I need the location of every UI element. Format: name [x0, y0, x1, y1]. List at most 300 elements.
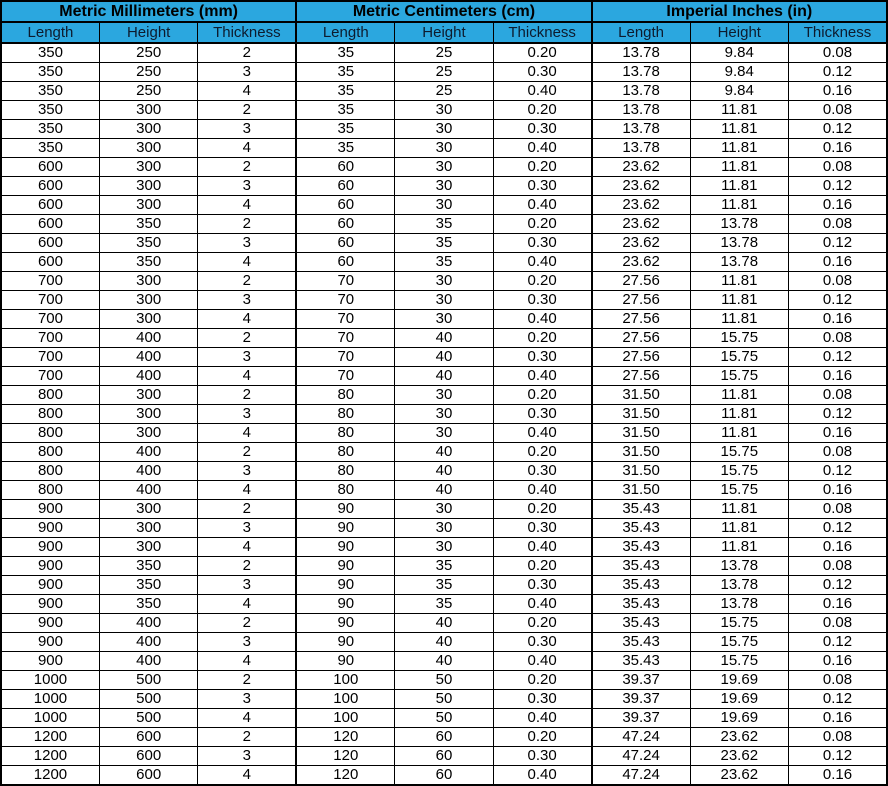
cell: 0.20 [493, 43, 591, 63]
cell: 9.84 [690, 63, 788, 82]
cell: 11.81 [690, 139, 788, 158]
cell: 11.81 [690, 538, 788, 557]
cell: 300 [99, 272, 197, 291]
cell: 80 [296, 386, 394, 405]
cell: 0.12 [789, 120, 888, 139]
cell: 0.20 [493, 614, 591, 633]
cell: 11.81 [690, 101, 788, 120]
cell: 3 [198, 690, 296, 709]
cell: 0.08 [789, 329, 888, 348]
table-row [1, 272, 887, 291]
column-header-in-thickness: Thickness [789, 22, 888, 43]
cell: 0.08 [789, 500, 888, 519]
cell: 0.12 [789, 690, 888, 709]
cell: 11.81 [690, 120, 788, 139]
cell: 3 [198, 633, 296, 652]
cell: 3 [198, 63, 296, 82]
cell: 300 [99, 405, 197, 424]
column-header-mm-height: Height [99, 22, 197, 43]
cell: 100 [296, 690, 394, 709]
cell: 1200 [1, 728, 99, 747]
cell: 2 [198, 443, 296, 462]
table-row [1, 139, 887, 158]
cell: 900 [1, 576, 99, 595]
cell: 250 [99, 82, 197, 101]
cell: 15.75 [690, 329, 788, 348]
cell: 13.78 [592, 82, 690, 101]
cell: 9.84 [690, 43, 788, 63]
cell: 40 [395, 329, 493, 348]
cell: 300 [99, 291, 197, 310]
cell: 300 [99, 196, 197, 215]
cell: 30 [395, 158, 493, 177]
cell: 90 [296, 557, 394, 576]
cell: 700 [1, 272, 99, 291]
cell: 13.78 [592, 63, 690, 82]
table-row [1, 614, 887, 633]
cell: 35 [296, 139, 394, 158]
cell: 0.40 [493, 253, 591, 272]
cell: 300 [99, 139, 197, 158]
cell: 50 [395, 690, 493, 709]
cell: 0.30 [493, 690, 591, 709]
cell: 600 [1, 158, 99, 177]
table-row [1, 519, 887, 538]
cell: 30 [395, 120, 493, 139]
cell: 0.30 [493, 348, 591, 367]
cell: 600 [1, 234, 99, 253]
cell: 0.40 [493, 424, 591, 443]
cell: 13.78 [690, 595, 788, 614]
cell: 4 [198, 424, 296, 443]
cell: 80 [296, 462, 394, 481]
cell: 23.62 [592, 177, 690, 196]
cell: 0.08 [789, 614, 888, 633]
cell: 4 [198, 367, 296, 386]
table-row [1, 405, 887, 424]
cell: 300 [99, 101, 197, 120]
cell: 600 [1, 215, 99, 234]
cell: 13.78 [592, 43, 690, 63]
table-row [1, 329, 887, 348]
cell: 1200 [1, 747, 99, 766]
cell: 47.24 [592, 728, 690, 747]
cell: 700 [1, 348, 99, 367]
cell: 4 [198, 595, 296, 614]
cell: 250 [99, 63, 197, 82]
cell: 0.20 [493, 443, 591, 462]
cell: 900 [1, 538, 99, 557]
cell: 350 [99, 557, 197, 576]
cell: 2 [198, 500, 296, 519]
cell: 60 [395, 728, 493, 747]
cell: 31.50 [592, 443, 690, 462]
cell: 35 [296, 63, 394, 82]
cell: 90 [296, 633, 394, 652]
cell: 1000 [1, 709, 99, 728]
cell: 23.62 [592, 158, 690, 177]
table-row [1, 538, 887, 557]
cell: 600 [1, 253, 99, 272]
cell: 350 [99, 576, 197, 595]
cell: 400 [99, 348, 197, 367]
cell: 0.40 [493, 538, 591, 557]
cell: 800 [1, 405, 99, 424]
cell: 25 [395, 82, 493, 101]
cell: 4 [198, 481, 296, 500]
cell: 11.81 [690, 272, 788, 291]
cell: 30 [395, 386, 493, 405]
cell: 700 [1, 291, 99, 310]
cell: 600 [1, 196, 99, 215]
table-row [1, 43, 887, 63]
cell: 0.30 [493, 519, 591, 538]
cell: 0.12 [789, 291, 888, 310]
table-row [1, 196, 887, 215]
cell: 35.43 [592, 519, 690, 538]
table-row [1, 101, 887, 120]
cell: 0.08 [789, 671, 888, 690]
cell: 23.62 [690, 766, 788, 786]
column-header-cm-height: Height [395, 22, 493, 43]
group-header-metric-cm: Metric Centimeters (cm) [296, 1, 591, 22]
cell: 40 [395, 652, 493, 671]
cell: 39.37 [592, 709, 690, 728]
cell: 0.08 [789, 43, 888, 63]
cell: 31.50 [592, 424, 690, 443]
cell: 3 [198, 120, 296, 139]
table-body [1, 43, 887, 785]
cell: 47.24 [592, 747, 690, 766]
cell: 0.12 [789, 519, 888, 538]
cell: 350 [99, 234, 197, 253]
cell: 900 [1, 557, 99, 576]
table-row [1, 424, 887, 443]
cell: 15.75 [690, 633, 788, 652]
cell: 4 [198, 310, 296, 329]
cell: 0.12 [789, 234, 888, 253]
table-row [1, 177, 887, 196]
cell: 400 [99, 633, 197, 652]
cell: 0.40 [493, 82, 591, 101]
table-row [1, 215, 887, 234]
cell: 350 [1, 82, 99, 101]
cell: 2 [198, 329, 296, 348]
cell: 9.84 [690, 82, 788, 101]
cell: 250 [99, 43, 197, 63]
cell: 3 [198, 177, 296, 196]
cell: 4 [198, 652, 296, 671]
cell: 80 [296, 443, 394, 462]
cell: 900 [1, 595, 99, 614]
cell: 0.12 [789, 576, 888, 595]
cell: 90 [296, 595, 394, 614]
cell: 27.56 [592, 272, 690, 291]
cell: 30 [395, 405, 493, 424]
table-row [1, 652, 887, 671]
cell: 35.43 [592, 595, 690, 614]
cell: 31.50 [592, 386, 690, 405]
cell: 0.20 [493, 215, 591, 234]
cell: 30 [395, 538, 493, 557]
cell: 60 [395, 747, 493, 766]
cell: 2 [198, 557, 296, 576]
cell: 40 [395, 614, 493, 633]
cell: 23.62 [592, 215, 690, 234]
cell: 13.78 [592, 120, 690, 139]
column-header-in-length: Length [592, 22, 690, 43]
cell: 700 [1, 367, 99, 386]
cell: 0.20 [493, 671, 591, 690]
cell: 15.75 [690, 614, 788, 633]
cell: 80 [296, 405, 394, 424]
cell: 11.81 [690, 386, 788, 405]
cell: 350 [1, 101, 99, 120]
column-header-in-height: Height [690, 22, 788, 43]
cell: 900 [1, 500, 99, 519]
cell: 800 [1, 424, 99, 443]
cell: 90 [296, 614, 394, 633]
cell: 13.78 [690, 557, 788, 576]
cell: 350 [1, 63, 99, 82]
table-row [1, 690, 887, 709]
cell: 31.50 [592, 405, 690, 424]
cell: 700 [1, 329, 99, 348]
cell: 2 [198, 272, 296, 291]
cell: 30 [395, 519, 493, 538]
cell: 35.43 [592, 614, 690, 633]
cell: 0.16 [789, 196, 888, 215]
cell: 35.43 [592, 538, 690, 557]
cell: 0.16 [789, 367, 888, 386]
table-row [1, 709, 887, 728]
cell: 0.40 [493, 709, 591, 728]
column-header-cm-thickness: Thickness [493, 22, 591, 43]
cell: 13.78 [690, 253, 788, 272]
cell: 300 [99, 500, 197, 519]
group-header-imperial-in: Imperial Inches (in) [592, 1, 887, 22]
cell: 23.62 [592, 234, 690, 253]
cell: 90 [296, 538, 394, 557]
cell: 2 [198, 101, 296, 120]
cell: 350 [1, 120, 99, 139]
cell: 11.81 [690, 177, 788, 196]
cell: 300 [99, 424, 197, 443]
cell: 3 [198, 234, 296, 253]
table-row [1, 234, 887, 253]
cell: 350 [1, 43, 99, 63]
cell: 35 [296, 82, 394, 101]
cell: 1000 [1, 690, 99, 709]
cell: 0.20 [493, 728, 591, 747]
column-header-mm-thickness: Thickness [198, 22, 296, 43]
cell: 100 [296, 709, 394, 728]
cell: 800 [1, 462, 99, 481]
cell: 0.40 [493, 196, 591, 215]
cell: 0.40 [493, 139, 591, 158]
cell: 350 [99, 595, 197, 614]
cell: 2 [198, 614, 296, 633]
cell: 80 [296, 481, 394, 500]
cell: 0.16 [789, 253, 888, 272]
cell: 0.16 [789, 310, 888, 329]
cell: 27.56 [592, 291, 690, 310]
cell: 1200 [1, 766, 99, 786]
cell: 0.12 [789, 633, 888, 652]
cell: 0.08 [789, 272, 888, 291]
cell: 11.81 [690, 424, 788, 443]
cell: 4 [198, 82, 296, 101]
cell: 0.08 [789, 215, 888, 234]
cell: 23.62 [690, 747, 788, 766]
cell: 0.40 [493, 367, 591, 386]
cell: 900 [1, 652, 99, 671]
cell: 0.16 [789, 424, 888, 443]
cell: 120 [296, 747, 394, 766]
cell: 2 [198, 728, 296, 747]
cell: 35 [395, 253, 493, 272]
cell: 11.81 [690, 405, 788, 424]
cell: 500 [99, 709, 197, 728]
cell: 0.12 [789, 405, 888, 424]
cell: 3 [198, 291, 296, 310]
cell: 13.78 [690, 576, 788, 595]
cell: 900 [1, 633, 99, 652]
cell: 35 [296, 120, 394, 139]
cell: 11.81 [690, 519, 788, 538]
cell: 11.81 [690, 158, 788, 177]
cell: 60 [296, 177, 394, 196]
cell: 70 [296, 272, 394, 291]
cell: 4 [198, 538, 296, 557]
cell: 350 [1, 139, 99, 158]
cell: 25 [395, 43, 493, 63]
cell: 30 [395, 139, 493, 158]
cell: 60 [296, 158, 394, 177]
cell: 0.08 [789, 728, 888, 747]
table-row [1, 633, 887, 652]
column-header-row [1, 22, 887, 43]
cell: 0.12 [789, 348, 888, 367]
cell: 0.30 [493, 291, 591, 310]
cell: 40 [395, 481, 493, 500]
cell: 4 [198, 709, 296, 728]
cell: 70 [296, 291, 394, 310]
cell: 13.78 [690, 215, 788, 234]
table-row [1, 747, 887, 766]
cell: 400 [99, 367, 197, 386]
cell: 350 [99, 215, 197, 234]
cell: 2 [198, 671, 296, 690]
cell: 400 [99, 652, 197, 671]
cell: 120 [296, 766, 394, 786]
cell: 400 [99, 462, 197, 481]
cell: 0.20 [493, 386, 591, 405]
cell: 0.20 [493, 557, 591, 576]
cell: 0.30 [493, 576, 591, 595]
table-row [1, 500, 887, 519]
cell: 2 [198, 215, 296, 234]
cell: 0.12 [789, 747, 888, 766]
cell: 70 [296, 310, 394, 329]
cell: 2 [198, 158, 296, 177]
cell: 27.56 [592, 310, 690, 329]
cell: 400 [99, 329, 197, 348]
table-row [1, 462, 887, 481]
cell: 600 [99, 747, 197, 766]
cell: 90 [296, 500, 394, 519]
cell: 60 [395, 766, 493, 786]
cell: 39.37 [592, 690, 690, 709]
cell: 27.56 [592, 367, 690, 386]
cell: 13.78 [690, 234, 788, 253]
table-row [1, 595, 887, 614]
cell: 15.75 [690, 367, 788, 386]
cell: 11.81 [690, 500, 788, 519]
table-row [1, 728, 887, 747]
cell: 4 [198, 196, 296, 215]
cell: 0.12 [789, 462, 888, 481]
cell: 23.62 [690, 728, 788, 747]
cell: 300 [99, 177, 197, 196]
cell: 35.43 [592, 633, 690, 652]
cell: 0.30 [493, 747, 591, 766]
cell: 300 [99, 158, 197, 177]
cell: 35 [296, 43, 394, 63]
cell: 31.50 [592, 462, 690, 481]
cell: 0.20 [493, 272, 591, 291]
cell: 0.20 [493, 158, 591, 177]
cell: 500 [99, 671, 197, 690]
table-row [1, 367, 887, 386]
cell: 50 [395, 671, 493, 690]
cell: 11.81 [690, 291, 788, 310]
cell: 400 [99, 443, 197, 462]
cell: 23.62 [592, 196, 690, 215]
column-header-mm-length: Length [1, 22, 99, 43]
cell: 19.69 [690, 690, 788, 709]
cell: 15.75 [690, 462, 788, 481]
table-row [1, 386, 887, 405]
cell: 0.12 [789, 63, 888, 82]
cell: 3 [198, 576, 296, 595]
table-row [1, 253, 887, 272]
cell: 900 [1, 614, 99, 633]
cell: 100 [296, 671, 394, 690]
table-row [1, 557, 887, 576]
cell: 0.40 [493, 595, 591, 614]
cell: 35 [296, 101, 394, 120]
cell: 11.81 [690, 196, 788, 215]
cell: 3 [198, 519, 296, 538]
cell: 300 [99, 310, 197, 329]
cell: 40 [395, 462, 493, 481]
cell: 80 [296, 424, 394, 443]
cell: 0.16 [789, 652, 888, 671]
cell: 90 [296, 519, 394, 538]
cell: 350 [99, 253, 197, 272]
cell: 800 [1, 481, 99, 500]
cell: 27.56 [592, 329, 690, 348]
cell: 2 [198, 43, 296, 63]
cell: 0.30 [493, 405, 591, 424]
cell: 30 [395, 101, 493, 120]
cell: 0.08 [789, 101, 888, 120]
cell: 4 [198, 766, 296, 786]
cell: 600 [99, 728, 197, 747]
cell: 3 [198, 405, 296, 424]
cell: 35 [395, 234, 493, 253]
